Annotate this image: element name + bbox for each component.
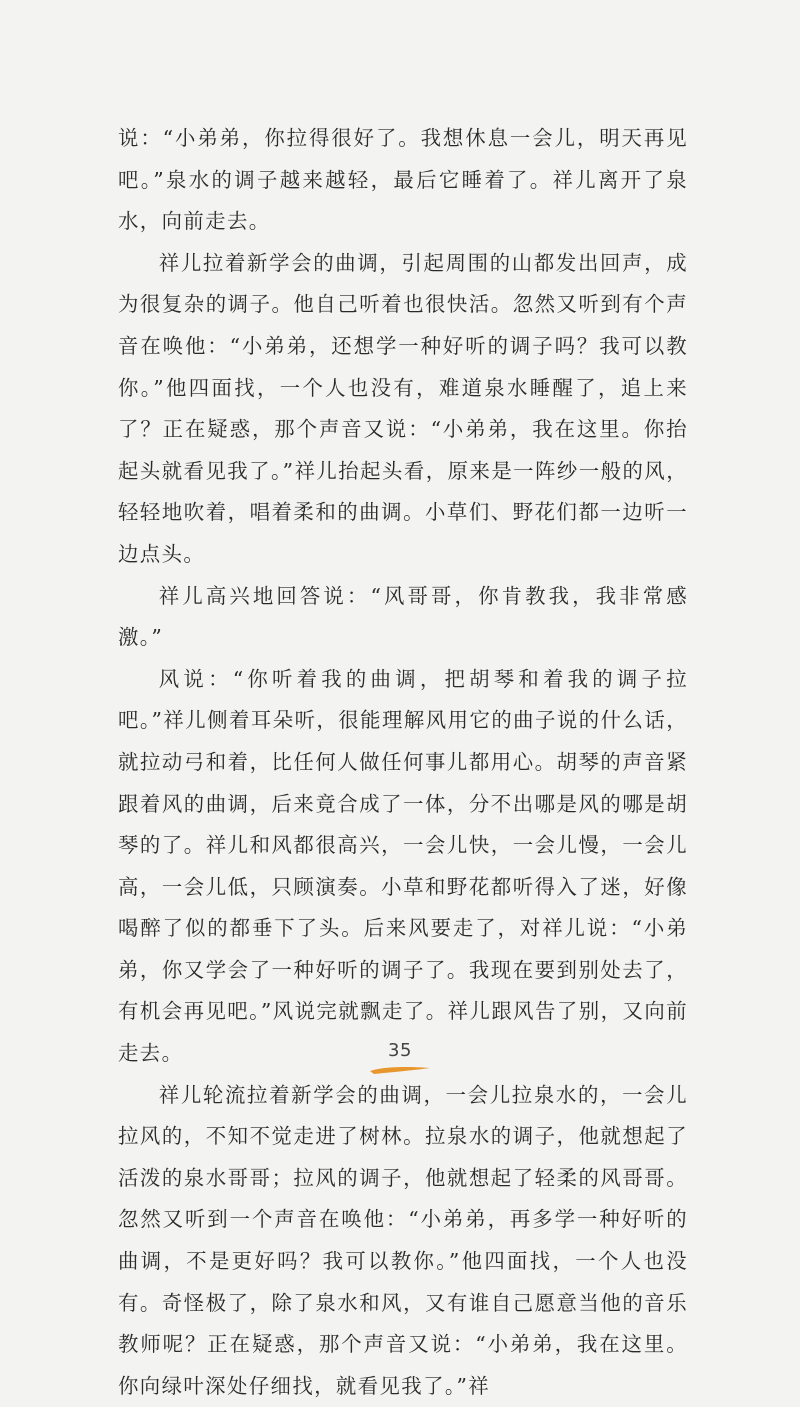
paragraph-2: 祥儿拉着新学会的曲调，引起周围的山都发出回声，成为很复杂的调子。他自己听着也很快活。忽然又听到有个声音在唤他：“小弟弟，还想学一种好听的调子吗？我可以教你。”他四面找，一个人也没有，难道泉水睡醒了，追上来了？正在疑惑，那个声音又说：“小弟弟，我在这里。你抬起头就看见我了。”祥儿抬起头看，原来是一阵纱一般的风，轻轻地吹着，唱着柔和的曲调。小草们、野花们都一边听一边点头。 <box>118 250 688 566</box>
page-number-swoosh-icon <box>368 1064 432 1076</box>
paragraph-4: 风说：“你听着我的曲调，把胡琴和着我的调子拉吧。”祥儿侧着耳朵听，很能理解风用它的曲子说的什么话，就拉动弓和着，比任何人做任何事儿都用心。胡琴的声音紧跟着风的曲调，后来竟合成了一体，分不出哪是风的哪是胡琴的了。祥儿和风都很高兴，一会儿快，一会儿慢，一会儿高，一会儿低，只顾演奏。小草和野花都听得入了迷，好像喝醉了似的都垂下了头。后来风要走了，对祥儿说：“小弟弟，你又学会了一种好听的调子了。我现在要到别处去了，有机会再见吧。”风说完就飘走了。祥儿跟风告了别，又向前走去。 <box>118 666 688 1066</box>
paragraph-3: 祥儿高兴地回答说：“风哥哥，你肯教我，我非常感激。” <box>118 583 688 650</box>
body-text <box>118 118 688 1407</box>
page-number: 35 <box>388 1040 412 1061</box>
paragraph-5: 祥儿轮流拉着新学会的曲调，一会儿拉泉水的，一会儿拉风的，不知不觉走进了树林。拉泉水的调子，他就想起了活泼的泉水哥哥；拉风的调子，他就想起了轻柔的风哥哥。忽然又听到一个声音在唤他：“小弟弟，再多学一种好听的曲调，不是更好吗？我可以教你。”他四面找，一个人也没有。奇怪极了，除了泉水和风，又有谁自己愿意当他的音乐教师呢？正在疑惑，那个声音又说：“小弟弟，我在这里。你向绿叶深处仔细找，就看见我了。”祥 <box>118 1082 688 1398</box>
paragraph-1: 说：“小弟弟，你拉得很好了。我想休息一会儿，明天再见吧。”泉水的调子越来越轻，最后它睡着了。祥儿离开了泉水，向前走去。 <box>118 126 688 234</box>
